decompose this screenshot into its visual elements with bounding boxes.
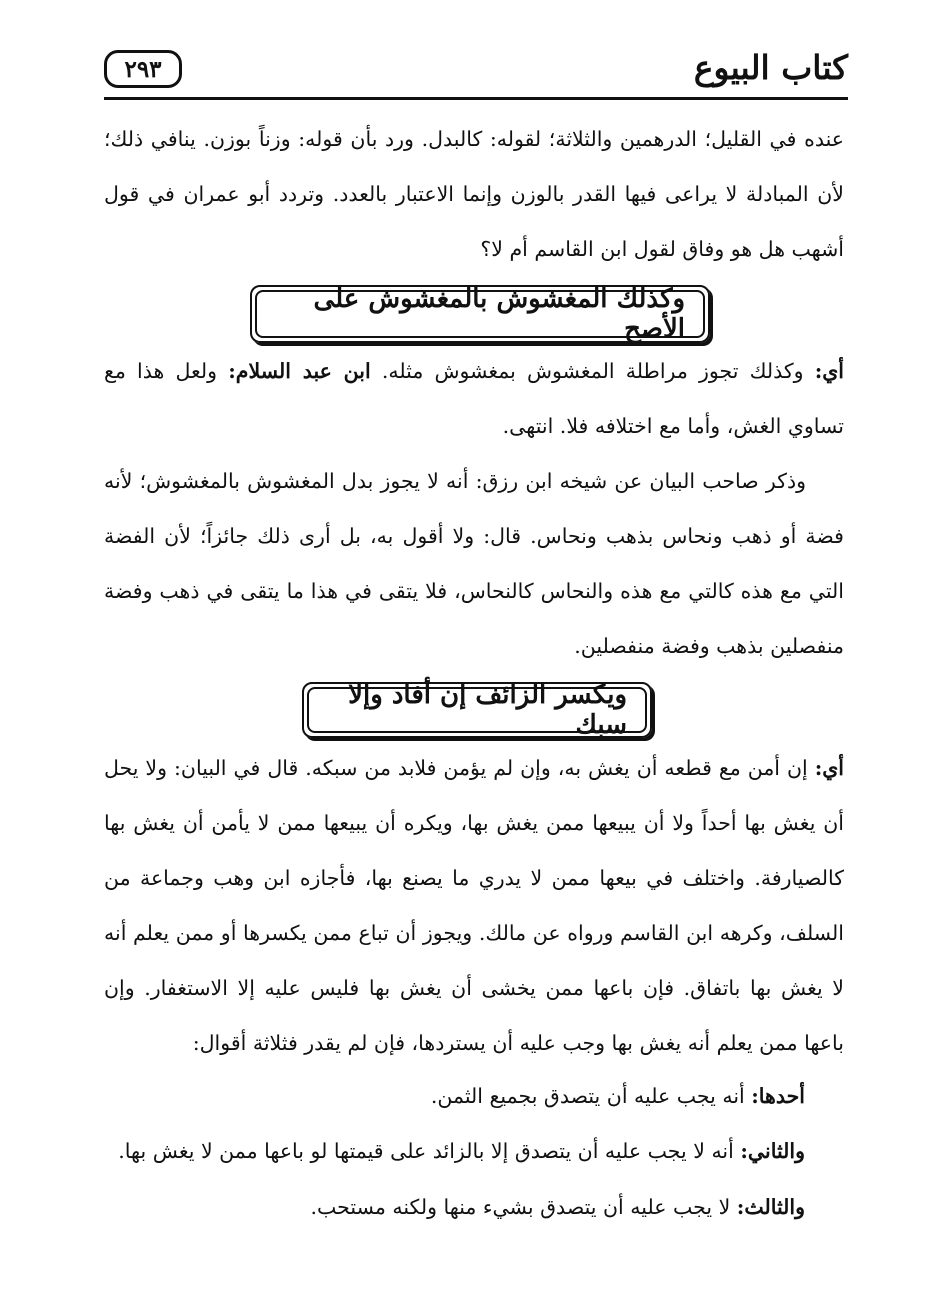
paragraph-intro <box>104 112 844 277</box>
commentary-lead: أي: <box>814 359 844 383</box>
header-divider <box>104 97 848 100</box>
list-item <box>311 1180 805 1235</box>
book-title: كتاب البيوع <box>693 48 848 87</box>
commentary-text: ولعل هذا مع تساوي الغش، وأما مع اختلافه فلا. انتهى. <box>104 359 844 438</box>
list-lead: والثاني: <box>740 1139 805 1163</box>
list-text: أنه يجب عليه أن يتصدق بجميع الثمن. <box>430 1084 752 1108</box>
list-lead: أحدها: <box>751 1084 805 1108</box>
page-number: ٢٩٣ <box>104 50 182 88</box>
commentary-lead: أي: <box>814 756 844 780</box>
page-header <box>104 44 848 100</box>
list-item <box>118 1124 805 1179</box>
list-text: لا يجب عليه أن يتصدق بشيء منها ولكنه مستحب. <box>310 1195 737 1219</box>
commentary-1 <box>104 344 844 454</box>
verse-box-1 <box>250 285 710 343</box>
verse-text-1: وكذلك المغشوش بالمغشوش على الأصح <box>255 290 705 338</box>
commentary-2 <box>104 741 844 1071</box>
list-lead: والثالث: <box>736 1195 805 1219</box>
verse-text-2: ويكسر الزائف إن أفاد وإلا سبك <box>307 687 647 733</box>
scholar-name: ابن عبد السلام: <box>228 359 371 383</box>
list-text: أنه لا يجب عليه أن يتصدق إلا بالزائد على قيمتها لو باعها ممن لا يغش بها. <box>118 1139 741 1163</box>
paragraph-bayan <box>104 454 844 674</box>
commentary-text: إن أمن مع قطعه أن يغش به، وإن لم يؤمن فلابد من سبكه. قال في البيان: ولا يحل أن يغش بها أحداً ولا أن يبيعها ممن يغش بها، ويكره أن يبيعها ممن لا يأمن أن يغش بها كالصيارفة. واختلف في بيعها ممن لا يدري ما يصنع بها، فأجازه ابن وهب وجماعة من السلف، وكرهه ابن القاسم ورواه عن مالك. ويجوز أن تباع ممن يكسرها أو ممن يعلم أنه لا يغش بها باتفاق. فإن باعها ممن يخشى أن يغش بها فليس عليه إلا الاستغفار. وإن باعها ممن يعلم أنه يغش بها وجب عليه أن يستردها، فإن لم يقدر فثلاثة أقوال: <box>104 756 844 1055</box>
commentary-text: وكذلك تجوز مراطلة المغشوش بمغشوش مثله. <box>370 359 815 383</box>
paragraph-text: عنده في القليل؛ الدرهمين والثلاثة؛ لقوله: كالبدل. ورد بأن قوله: وزناً بوزن. ينافي ذلك؛ لأن المبادلة لا يراعى فيها القدر بالوزن وإنما الاعتبار بالعدد. وتردد أبو عمران في قول أشهب هل هو وفاق لقول ابن القاسم أم لا؟ <box>104 127 844 261</box>
verse-box-2 <box>302 682 652 738</box>
paragraph-text: وذكر صاحب البيان عن شيخه ابن رزق: أنه لا يجوز بدل المغشوش بالمغشوش؛ لأنه فضة أو ذهب ونحاس بذهب ونحاس. قال: ولا أقول به، بل أرى ذلك جائزاً؛ لأن الفضة التي مع هذه كالتي مع هذه والنحاس كالنحاس، فلا يتقى في هذا ما يتقى في ذهب وفضة منفصلين بذهب وفضة منفصلين. <box>104 469 844 658</box>
list-item <box>431 1069 805 1124</box>
